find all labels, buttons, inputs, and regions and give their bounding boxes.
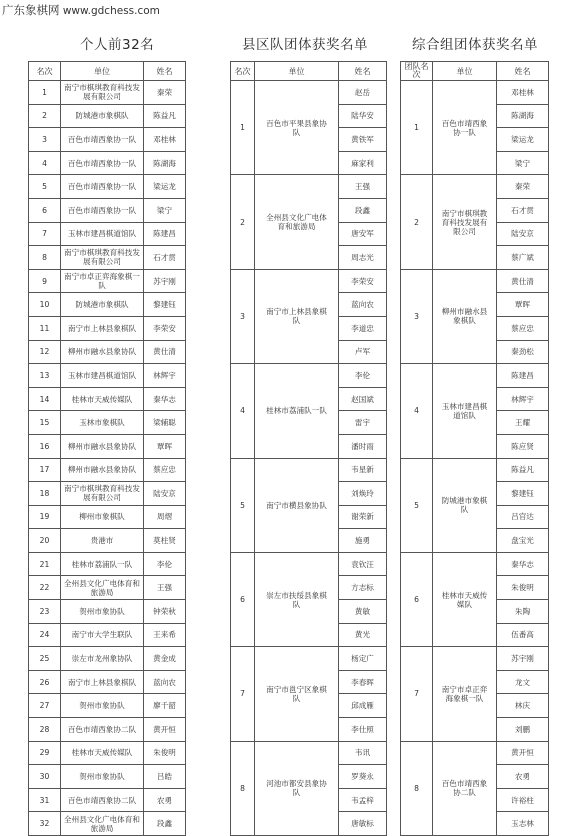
watermark-site-name: 广东象棋网 <box>2 3 60 17</box>
player-name-cell: 黄开恒 <box>497 741 549 765</box>
table-row <box>29 576 186 600</box>
unit-cell: 百色市靖西象协二队 <box>61 718 144 742</box>
rank-cell: 23 <box>29 600 61 624</box>
rank-cell: 12 <box>29 340 61 364</box>
composite-team-title: 综合组团体获奖名单 <box>412 37 538 53</box>
player-name-cell: 李荣安 <box>144 316 186 340</box>
table-row <box>29 482 186 506</box>
unit-cell: 百色市靖西象协一队 <box>61 175 144 199</box>
table-row <box>29 411 186 435</box>
table-row <box>231 552 387 576</box>
table-row <box>29 293 186 317</box>
table-header-row <box>401 62 549 81</box>
player-name-cell: 邓桂林 <box>144 128 186 152</box>
team-rank-cell: 5 <box>401 458 433 552</box>
table-row <box>29 387 186 411</box>
player-name-cell: 朱俊明 <box>497 576 549 600</box>
rank-cell: 8 <box>29 246 61 270</box>
rank-cell: 17 <box>29 458 61 482</box>
unit-cell: 贺州市象协队 <box>61 765 144 789</box>
unit-cell: 南宁市卓正弈海象棋一队 <box>61 269 144 293</box>
table-header-row <box>231 62 387 81</box>
team-rank-cell: 7 <box>401 647 433 741</box>
player-name-cell: 吕皓 <box>144 765 186 789</box>
player-name-cell: 唐安军 <box>339 222 387 246</box>
player-name-cell: 黎建钰 <box>144 293 186 317</box>
player-name-cell: 陈益凡 <box>144 104 186 128</box>
table-row <box>29 104 186 128</box>
table-row <box>231 741 387 765</box>
table-row <box>29 458 186 482</box>
rank-cell: 9 <box>29 269 61 293</box>
table-row <box>231 647 387 671</box>
team-unit-cell: 防城港市象棋队 <box>433 458 497 552</box>
rank-cell: 26 <box>29 670 61 694</box>
player-name-cell: 盘宝光 <box>497 529 549 553</box>
player-name-cell: 罗葵永 <box>339 765 387 789</box>
unit-cell: 南宁市上林县象棋队 <box>61 670 144 694</box>
player-name-cell: 刘焕玲 <box>339 482 387 506</box>
unit-cell: 全州县文化广电体育和旅游局 <box>61 576 144 600</box>
player-name-cell: 梁宁 <box>497 151 549 175</box>
unit-cell: 玉林市建昌棋道馆队 <box>61 222 144 246</box>
watermark <box>2 2 160 18</box>
unit-cell: 柳州市象棋队 <box>61 505 144 529</box>
table-row <box>401 458 549 482</box>
unit-cell: 南宁市棋琪教育科技发展有限公司 <box>61 482 144 506</box>
header-unit: 单位 <box>255 62 339 81</box>
player-name-cell: 玉志林 <box>497 812 549 836</box>
player-name-cell: 段鑫 <box>339 198 387 222</box>
team-unit-cell: 南宁市卓正弈海象棋一队 <box>433 647 497 741</box>
team-rank-cell: 8 <box>231 741 255 835</box>
table-row <box>401 175 549 199</box>
rank-cell: 3 <box>29 128 61 152</box>
header-name: 姓名 <box>497 62 549 81</box>
rank-cell: 11 <box>29 316 61 340</box>
player-name-cell: 蔡应忠 <box>144 458 186 482</box>
player-name-cell: 黄金成 <box>144 647 186 671</box>
player-name-cell: 朱陶 <box>497 600 549 624</box>
player-name-cell: 林庆 <box>497 694 549 718</box>
player-name-cell: 段鑫 <box>144 812 186 836</box>
team-rank-cell: 3 <box>231 269 255 363</box>
player-name-cell: 李仕照 <box>339 718 387 742</box>
team-rank-cell: 3 <box>401 269 433 363</box>
player-name-cell: 谢荣新 <box>339 505 387 529</box>
table-row <box>29 694 186 718</box>
rank-cell: 18 <box>29 482 61 506</box>
player-name-cell: 韦孟梓 <box>339 788 387 812</box>
unit-cell: 柳州市融水县象协队 <box>61 340 144 364</box>
team-rank-cell: 1 <box>401 81 433 175</box>
table-row <box>401 269 549 293</box>
composite-team-table <box>400 61 549 836</box>
table-row <box>29 505 186 529</box>
player-name-cell: 陆安京 <box>497 222 549 246</box>
player-name-cell: 李伦 <box>339 364 387 388</box>
player-name-cell: 陈建昌 <box>497 364 549 388</box>
table-row <box>29 316 186 340</box>
unit-cell: 全州县文化广电体育和旅游局 <box>61 812 144 836</box>
rank-cell: 30 <box>29 765 61 789</box>
rank-cell: 13 <box>29 364 61 388</box>
table-row <box>29 718 186 742</box>
team-unit-cell: 南宁市棋琪教育科技发展有限公司 <box>433 175 497 269</box>
team-rank-cell: 7 <box>231 647 255 741</box>
header-name: 姓名 <box>339 62 387 81</box>
rank-cell: 15 <box>29 411 61 435</box>
player-name-cell: 黄敏 <box>339 600 387 624</box>
team-unit-cell: 全州县文化广电体育和旅游局 <box>255 175 339 269</box>
team-rank-cell: 6 <box>231 552 255 646</box>
player-name-cell: 黄光 <box>339 623 387 647</box>
team-unit-cell: 百色市靖西象协一队 <box>433 81 497 175</box>
table-row <box>29 175 186 199</box>
unit-cell: 百色市靖西象协一队 <box>61 151 144 175</box>
player-name-cell: 陆华安 <box>339 104 387 128</box>
rank-cell: 20 <box>29 529 61 553</box>
player-name-cell: 梁宁 <box>144 198 186 222</box>
unit-cell: 桂林市荔浦队一队 <box>61 552 144 576</box>
rank-cell: 1 <box>29 81 61 105</box>
player-name-cell: 王耀 <box>497 411 549 435</box>
player-name-cell: 麻家利 <box>339 151 387 175</box>
table-row <box>401 741 549 765</box>
table-row <box>29 364 186 388</box>
rank-cell: 22 <box>29 576 61 600</box>
rank-cell: 32 <box>29 812 61 836</box>
header-unit: 单位 <box>433 62 497 81</box>
player-name-cell: 莫柱贤 <box>144 529 186 553</box>
player-name-cell: 农勇 <box>497 765 549 789</box>
header-rank: 团队名次 <box>401 62 433 81</box>
player-name-cell: 周志光 <box>339 246 387 270</box>
unit-cell: 百色市靖西象协一队 <box>61 128 144 152</box>
table-row <box>29 741 186 765</box>
individual-top32-title: 个人前32名 <box>80 37 155 53</box>
player-name-cell: 陈应贤 <box>497 434 549 458</box>
player-name-cell: 施勇 <box>339 529 387 553</box>
player-name-cell: 杨定广 <box>339 647 387 671</box>
player-name-cell: 潘时雨 <box>339 434 387 458</box>
player-name-cell: 李荣安 <box>339 269 387 293</box>
player-name-cell: 周熠 <box>144 505 186 529</box>
player-name-cell: 雷宇 <box>339 411 387 435</box>
unit-cell: 崇左市龙州象协队 <box>61 647 144 671</box>
unit-cell: 柳州市融水县象协队 <box>61 434 144 458</box>
table-row <box>29 600 186 624</box>
rank-cell: 4 <box>29 151 61 175</box>
table-row <box>29 765 186 789</box>
team-rank-cell: 6 <box>401 552 433 646</box>
player-name-cell: 陈建昌 <box>144 222 186 246</box>
unit-cell: 柳州市融水县象协队 <box>61 458 144 482</box>
table-row <box>401 81 549 105</box>
team-rank-cell: 5 <box>231 458 255 552</box>
player-name-cell: 李春晖 <box>339 670 387 694</box>
player-name-cell: 秦荣 <box>144 81 186 105</box>
table-row <box>29 151 186 175</box>
table-row <box>401 647 549 671</box>
county-team-title: 县区队团体获奖名单 <box>242 37 368 53</box>
player-name-cell: 韦星新 <box>339 458 387 482</box>
player-name-cell: 梁运龙 <box>144 175 186 199</box>
player-name-cell: 黄仕清 <box>144 340 186 364</box>
rank-cell: 7 <box>29 222 61 246</box>
player-name-cell: 蔡广斌 <box>497 246 549 270</box>
player-name-cell: 王来希 <box>144 623 186 647</box>
player-name-cell: 邱成雁 <box>339 694 387 718</box>
unit-cell: 防城港市象棋队 <box>61 293 144 317</box>
rank-cell: 31 <box>29 788 61 812</box>
team-unit-cell: 桂林市天威传媒队 <box>433 552 497 646</box>
team-unit-cell: 桂林市荔浦队一队 <box>255 364 339 458</box>
rank-cell: 14 <box>29 387 61 411</box>
team-rank-cell: 4 <box>401 364 433 458</box>
player-name-cell: 蓝向农 <box>144 670 186 694</box>
player-name-cell: 袁钦汪 <box>339 552 387 576</box>
header-unit: 单位 <box>61 62 144 81</box>
team-rank-cell: 1 <box>231 81 255 175</box>
player-name-cell: 蓝向农 <box>339 293 387 317</box>
unit-cell: 南宁市棋琪教育科技发展有限公司 <box>61 81 144 105</box>
player-name-cell: 赵国斌 <box>339 387 387 411</box>
table-row <box>401 552 549 576</box>
player-name-cell: 龙文 <box>497 670 549 694</box>
player-name-cell: 石才贯 <box>497 198 549 222</box>
unit-cell: 贵港市 <box>61 529 144 553</box>
player-name-cell: 李道忠 <box>339 316 387 340</box>
unit-cell: 南宁市大学生联队 <box>61 623 144 647</box>
unit-cell: 桂林市天威传媒队 <box>61 387 144 411</box>
table-row <box>231 81 387 105</box>
team-unit-cell: 南宁市上林县象棋队 <box>255 269 339 363</box>
rank-cell: 28 <box>29 718 61 742</box>
player-name-cell: 石才贯 <box>144 246 186 270</box>
player-name-cell: 林辉宇 <box>497 387 549 411</box>
header-rank: 名次 <box>29 62 61 81</box>
rank-cell: 21 <box>29 552 61 576</box>
team-unit-cell: 柳州市融水县象棋队 <box>433 269 497 363</box>
table-header-row <box>29 62 186 81</box>
player-name-cell: 廖千韶 <box>144 694 186 718</box>
team-rank-cell: 2 <box>231 175 255 269</box>
rank-cell: 27 <box>29 694 61 718</box>
rank-cell: 5 <box>29 175 61 199</box>
team-unit-cell: 河池市都安县象协队 <box>255 741 339 835</box>
rank-cell: 2 <box>29 104 61 128</box>
player-name-cell: 苏宇刚 <box>144 269 186 293</box>
table-row <box>29 222 186 246</box>
player-name-cell: 梁辅聪 <box>144 411 186 435</box>
player-name-cell: 林辉宇 <box>144 364 186 388</box>
team-rank-cell: 2 <box>401 175 433 269</box>
table-row <box>231 364 387 388</box>
player-name-cell: 李伦 <box>144 552 186 576</box>
player-name-cell: 唐敏标 <box>339 812 387 836</box>
header-name: 姓名 <box>144 62 186 81</box>
player-name-cell: 王强 <box>144 576 186 600</box>
team-unit-cell: 崇左市扶绥县象棋队 <box>255 552 339 646</box>
player-name-cell: 秦荣 <box>497 175 549 199</box>
unit-cell: 百色市靖西象协一队 <box>61 198 144 222</box>
player-name-cell: 钟荣秋 <box>144 600 186 624</box>
player-name-cell: 农勇 <box>144 788 186 812</box>
team-unit-cell: 百色市靖西象协二队 <box>433 741 497 835</box>
unit-cell: 南宁市上林县象棋队 <box>61 316 144 340</box>
player-name-cell: 许裕柱 <box>497 788 549 812</box>
individual-top32-table <box>28 61 186 836</box>
player-name-cell: 黎建钰 <box>497 482 549 506</box>
player-name-cell: 苏宇刚 <box>497 647 549 671</box>
table-row <box>29 128 186 152</box>
table-row <box>29 269 186 293</box>
table-row <box>29 434 186 458</box>
team-unit-cell: 南宁市邕宁区象棋队 <box>255 647 339 741</box>
table-row <box>29 81 186 105</box>
unit-cell: 桂林市天威传媒队 <box>61 741 144 765</box>
player-name-cell: 伍番高 <box>497 623 549 647</box>
player-name-cell: 覃晖 <box>144 434 186 458</box>
player-name-cell: 朱俊明 <box>144 741 186 765</box>
player-name-cell: 覃晖 <box>497 293 549 317</box>
player-name-cell: 陈湖海 <box>144 151 186 175</box>
table-row <box>29 552 186 576</box>
table-row <box>29 246 186 270</box>
player-name-cell: 梁运龙 <box>497 128 549 152</box>
player-name-cell: 陆安京 <box>144 482 186 506</box>
rank-cell: 6 <box>29 198 61 222</box>
county-team-table <box>230 61 387 836</box>
table-row <box>29 788 186 812</box>
rank-cell: 29 <box>29 741 61 765</box>
player-name-cell: 秦劲松 <box>497 340 549 364</box>
unit-cell: 玉林市建昌棋道馆队 <box>61 364 144 388</box>
player-name-cell: 陈湖海 <box>497 104 549 128</box>
rank-cell: 19 <box>29 505 61 529</box>
watermark-url: www.gdchess.com <box>62 5 160 17</box>
player-name-cell: 王强 <box>339 175 387 199</box>
player-name-cell: 邓桂林 <box>497 81 549 105</box>
table-row <box>29 623 186 647</box>
unit-cell: 南宁市棋琪教育科技发展有限公司 <box>61 246 144 270</box>
player-name-cell: 方志标 <box>339 576 387 600</box>
unit-cell: 玉林市象棋队 <box>61 411 144 435</box>
table-row <box>401 364 549 388</box>
player-name-cell: 赵岳 <box>339 81 387 105</box>
table-row <box>231 269 387 293</box>
table-row <box>29 340 186 364</box>
unit-cell: 贺州市象协队 <box>61 694 144 718</box>
rank-cell: 25 <box>29 647 61 671</box>
player-name-cell: 蔡应忠 <box>497 316 549 340</box>
table-row <box>29 198 186 222</box>
rank-cell: 16 <box>29 434 61 458</box>
player-name-cell: 刘鹏 <box>497 718 549 742</box>
team-unit-cell: 玉林市建昌棋道馆队 <box>433 364 497 458</box>
player-name-cell: 黄仕清 <box>497 269 549 293</box>
unit-cell: 贺州市象协队 <box>61 600 144 624</box>
player-name-cell: 秦华志 <box>497 552 549 576</box>
team-unit-cell: 百色市平果县象协队 <box>255 81 339 175</box>
team-unit-cell: 南宁市横县象协队 <box>255 458 339 552</box>
table-row <box>29 647 186 671</box>
player-name-cell: 卢军 <box>339 340 387 364</box>
player-name-cell: 韦讯 <box>339 741 387 765</box>
table-row <box>29 670 186 694</box>
player-name-cell: 陈益凡 <box>497 458 549 482</box>
rank-cell: 10 <box>29 293 61 317</box>
table-row <box>29 812 186 836</box>
table-row <box>231 175 387 199</box>
header-rank: 名次 <box>231 62 255 81</box>
player-name-cell: 秦华志 <box>144 387 186 411</box>
team-rank-cell: 4 <box>231 364 255 458</box>
player-name-cell: 黄铁军 <box>339 128 387 152</box>
table-row <box>29 529 186 553</box>
player-name-cell: 吕官达 <box>497 505 549 529</box>
player-name-cell: 黄开恒 <box>144 718 186 742</box>
unit-cell: 防城港市象棋队 <box>61 104 144 128</box>
unit-cell: 百色市靖西象协二队 <box>61 788 144 812</box>
table-row <box>231 458 387 482</box>
rank-cell: 24 <box>29 623 61 647</box>
team-rank-cell: 8 <box>401 741 433 835</box>
